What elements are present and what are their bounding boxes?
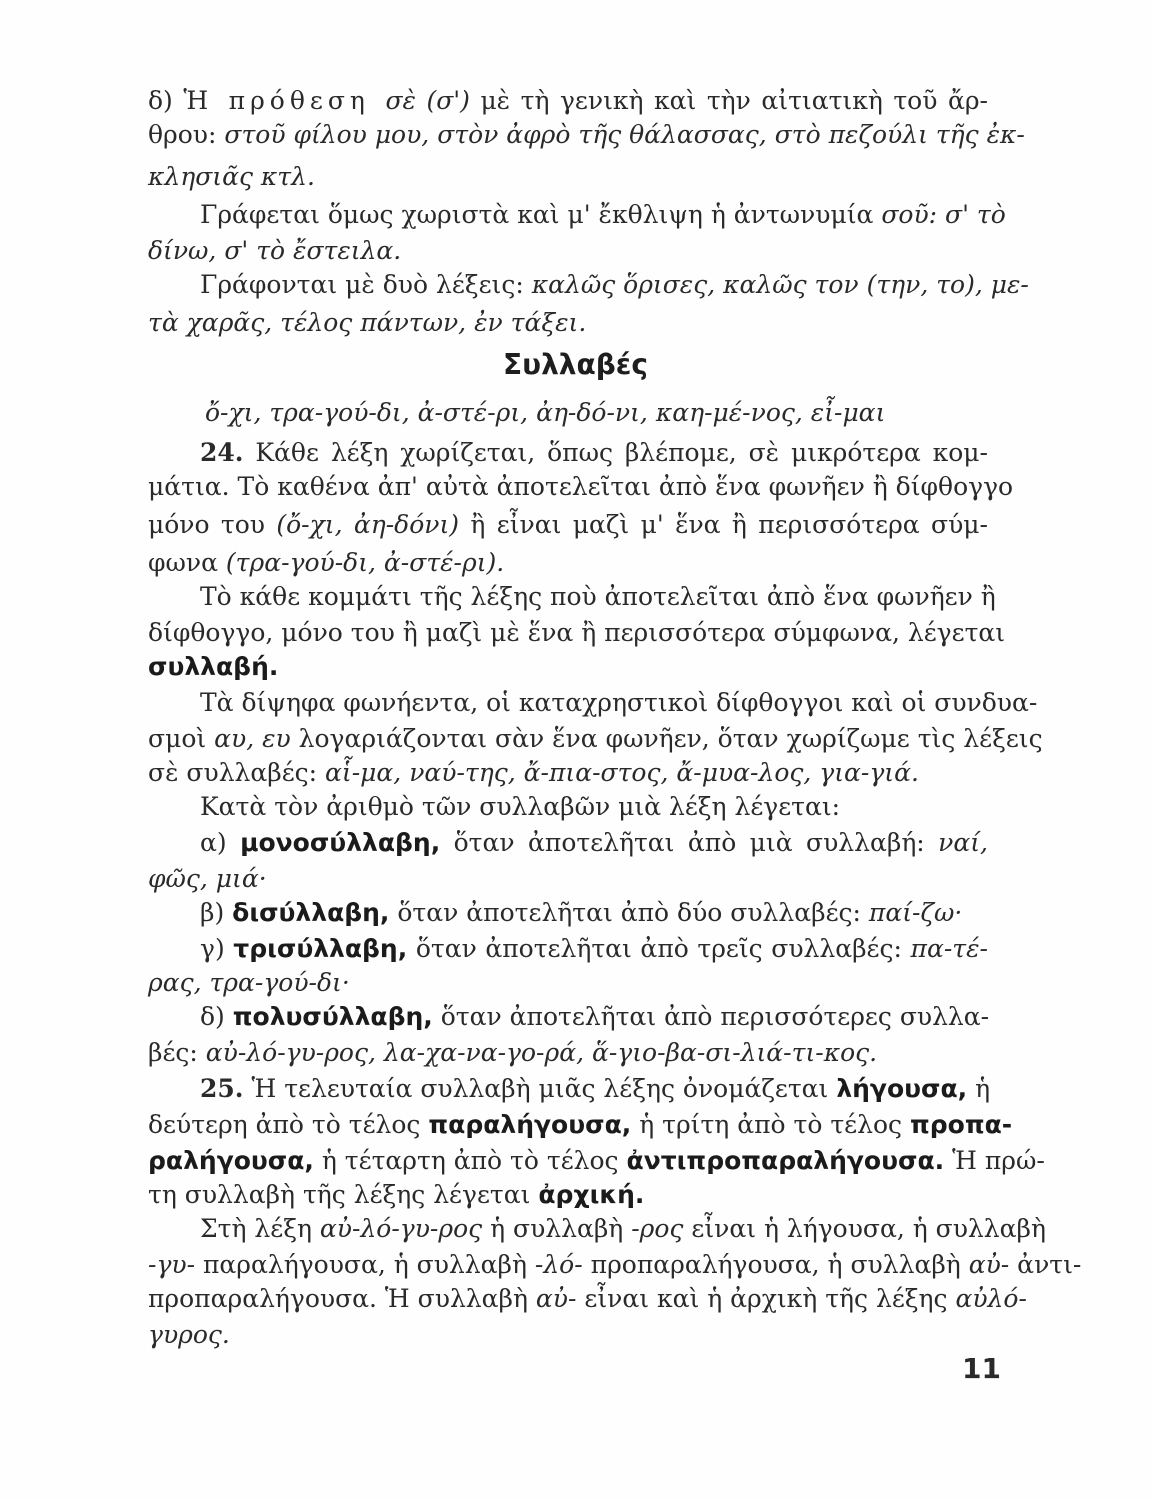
text-line: Στὴ λέξη αὐ-λό-γυ-ρος ἡ συλλαβὴ -ρος εἶναι ἡ λήγουσα, ἡ συλλαβὴ [200,1214,1046,1243]
text-line: σὲ συλλαβές: αἷ-μα, ναύ-της, ἄ-πια-στος, ἄ-μυα-λος, για-γιά. [148,758,919,787]
text-line: ρας, τρα-γού-δι· [148,968,350,997]
text-line: τη συλλαβὴ τῆς λέξης λέγεται ἀρχική. [148,1180,645,1209]
text-line: σμοὶ αυ, ευ λογαριάζονται σὰν ἕνα φωνῆεν, ὅταν χωρίζωμε τὶς λέξεις [148,724,1043,753]
text-line: φωνα (τρα-γού-δι, ἀ-στέ-ρι). [148,548,505,577]
text-line: γ) τρισύλλαβη, ὅταν ἀποτελῆται ἀπὸ τρεῖς συλλαβές: πα-τέ- [200,934,988,963]
text-line: δ) πολυσύλλαβη, ὅταν ἀποτελῆται ἀπὸ περισσότερες συλλα- [200,1002,990,1031]
text-line: θρου: στοῦ φίλου μου, στὸν ἀφρὸ τῆς θάλασσας, στὸ πεζούλι τῆς ἐκ- [148,120,1025,149]
text-line: βές: αὐ-λό-γυ-ρος, λα-χα-να-γο-ρά, ἅ-γιο-βα-σι-λιά-τι-κος. [148,1038,878,1067]
text-line: α) μονοσύλλαβη, ὅταν ἀποτελῆται ἀπὸ μιὰ συλλαβή: ναί, [200,828,988,857]
text-line: τὰ χαρᾶς, τέλος πάντων, ἐν τάξει. [148,308,587,337]
text-line: Κατὰ τὸν ἀριθμὸ τῶν συλλαβῶν μιὰ λέξη λέγεται: [200,792,841,821]
text-line: Τὸ κάθε κομμάτι τῆς λέξης ποὺ ἀποτελεῖται ἀπὸ ἕνα φωνῆεν ἢ [200,582,996,611]
text-line: φῶς, μιά· [148,864,267,893]
text-line: μάτια. Τὸ καθένα ἀπ' αὐτὰ ἀποτελεῖται ἀπὸ ἕνα φωνῆεν ἢ δίφθογγο [148,472,1014,501]
section-heading: Συλλαβές [503,348,648,381]
text-line: γυρος. [148,1320,230,1349]
text-line: συλλαβή. [148,652,279,681]
page-number: 11 [962,1352,1001,1385]
text-line: δ) Ἡ πρόθεση σὲ (σ') μὲ τὴ γενικὴ καὶ τὴν αἰτιατικὴ τοῦ ἄρ- [148,86,988,115]
text-line: Γράφονται μὲ δυὸ λέξεις: καλῶς ὅρισες, καλῶς τον (την, το), με- [200,270,1029,299]
text-line: δεύτερη ἀπὸ τὸ τέλος παραλήγουσα, ἡ τρίτη ἀπὸ τὸ τέλος προπα- [148,1110,1013,1139]
text-line: μόνο του (ὄ-χι, ἀη-δόνι) ἢ εἶναι μαζὶ μ' ἕνα ἢ περισσότερα σύμ- [148,510,989,539]
text-line: ραλήγουσα, ἡ τέταρτη ἀπὸ τὸ τέλος ἀντιπροπαραλήγουσα. Ἡ πρώ- [148,1146,1045,1175]
text-line: ὄ-χι, τρα-γού-δι, ἀ-στέ-ρι, ἀη-δό-νι, καη-μέ-νος, εἶ-μαι [205,398,886,427]
text-line: προπαραλήγουσα. Ἡ συλλαβὴ αὐ- εἶναι καὶ ἡ ἀρχικὴ τῆς λέξης αὐλό- [148,1284,1027,1313]
text-line: Γράφεται ὅμως χωριστὰ καὶ μ' ἔκθλιψη ἡ ἀντωνυμία σοῦ: σ' τὸ [200,200,1006,229]
text-line: δίνω, σ' τὸ ἔστειλα. [148,236,402,265]
text-line: 24. Κάθε λέξη χωρίζεται, ὅπως βλέπομε, σὲ μικρότερα κομ- [200,438,988,467]
text-line: 25. Ἡ τελευταία συλλαβὴ μιᾶς λέξης ὀνομάζεται λήγουσα, ἡ [200,1074,991,1103]
text-line: Τὰ δίψηφα φωνήεντα, οἱ καταχρηστικοὶ δίφθογγοι καὶ οἱ συνδυα- [200,688,1038,717]
text-line: κλησιᾶς κτλ. [148,162,315,191]
text-line: β) δισύλλαβη, ὅταν ἀποτελῆται ἀπὸ δύο συλλαβές: παί-ζω· [200,898,963,927]
text-line: δίφθογγο, μόνο του ἢ μαζὶ μὲ ἕνα ἢ περισσότερα σύμφωνα, λέγεται [148,618,1006,647]
text-line: -γυ- παραλήγουσα, ἡ συλλαβὴ -λό- προπαραλήγουσα, ἡ συλλαβὴ αὐ- ἀντι- [148,1250,1082,1279]
